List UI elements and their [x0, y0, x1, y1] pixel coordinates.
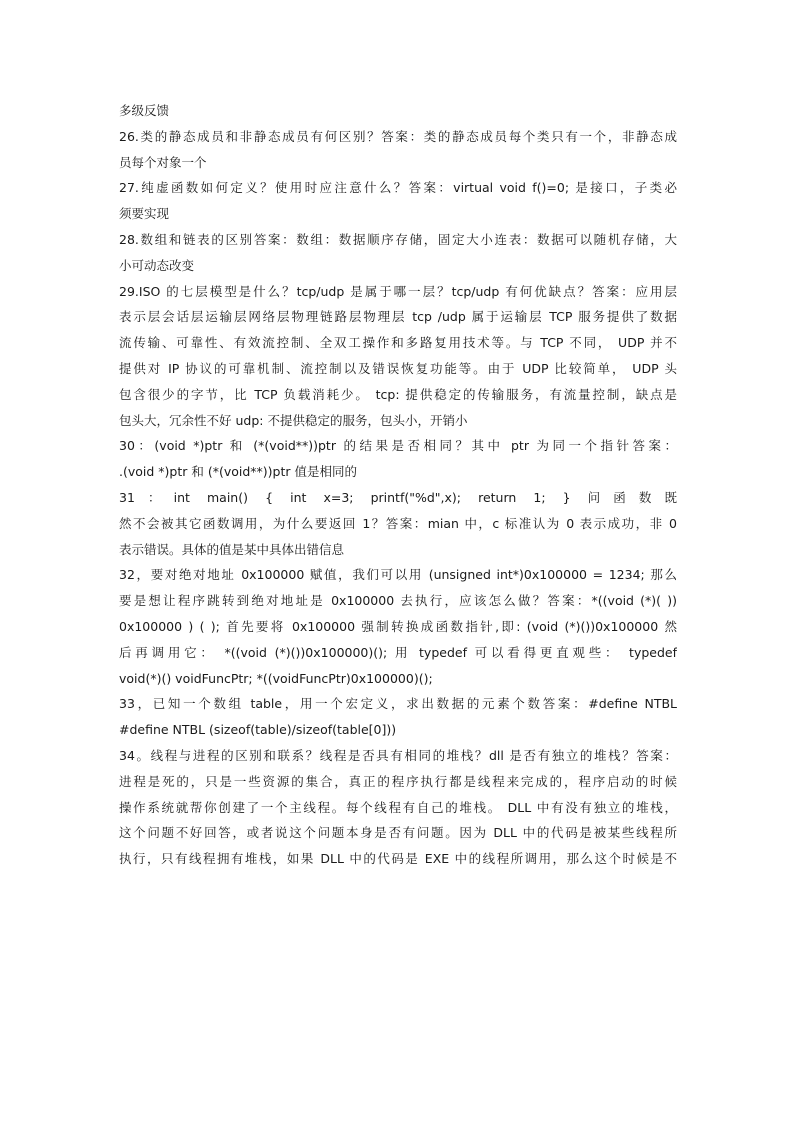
text-line: 32，要对绝对地址 0x100000 赋值，我们可以用 (unsigned int*)0x100000 = 1234; 那么: [119, 567, 677, 583]
text-line: .(void *)ptr 和 (*(void**))ptr 值是相同的: [119, 464, 357, 480]
text-line: 执行，只有线程拥有堆栈，如果 DLL 中的代码是 EXE 中的线程所调用，那么这个时候是不: [119, 851, 677, 867]
text-line: 29.ISO 的七层模型是什么？tcp/udp 是属于哪一层？tcp/udp 有何优缺点？答案：应用层: [119, 283, 677, 299]
text-line: 31：int main() { int x=3; printf("%d",x); return 1; } 问函数既: [119, 489, 677, 505]
text-line: 操作系统就帮你创建了一个主线程。每个线程有自己的堆栈。 DLL 中有没有独立的堆栈，: [119, 799, 677, 815]
text-line: 流传输、可靠性、有效流控制、全双工操作和多路复用技术等。与 TCP 不同， UDP 并不: [119, 335, 677, 351]
text-line: 要是想让程序跳转到绝对地址是 0x100000 去执行，应该怎么做？答案：*((void (*)( )): [119, 593, 677, 609]
text-line: 多级反馈: [119, 103, 170, 118]
text-line: 包头大，冗余性不好 udp: 不提供稳定的服务，包头小，开销小: [119, 412, 468, 428]
text-line: 27.纯虚函数如何定义？使用时应注意什么？答案：virtual void f()=0; 是接口，子类必: [119, 180, 677, 196]
text-line: 34。线程与进程的区别和联系？线程是否具有相同的堆栈？dll 是否有独立的堆栈？答案：: [119, 747, 677, 763]
text-line: 包含很少的字节，比 TCP 负载消耗少。 tcp: 提供稳定的传输服务，有流量控制，缺点是: [119, 386, 677, 402]
text-line: 须要实现: [119, 206, 170, 222]
text-line: 小可动态改变: [119, 257, 195, 273]
text-line: 表示错误。具体的值是某中具体出错信息: [119, 541, 345, 557]
text-line: 33，已知一个数组 table，用一个宏定义，求出数据的元素个数答案：#define NTBL: [119, 696, 677, 712]
text-line: 这个问题不好回答，或者说这个问题本身是否有问题。因为 DLL 中的代码是被某些线程所: [119, 825, 677, 841]
text-line: 0x100000 ) ( ); 首先要将 0x100000 强制转换成函数指针,即: (void (*)())0x100000 然: [119, 618, 677, 634]
document-body: [119, 98, 677, 872]
text-line: 30：(void *)ptr 和 (*(void**))ptr 的结果是否相同？其中 ptr 为同一个指针答案：: [119, 438, 677, 454]
text-line: 然不会被其它函数调用，为什么要返回 1？答案：mian 中，c 标准认为 0 表示成功，非 0: [119, 515, 677, 531]
text-line: 员每个对象一个: [119, 154, 207, 170]
text-line: 表示层会话层运输层网络层物理链路层物理层 tcp /udp 属于运输层 TCP 服务提供了数据: [119, 309, 677, 325]
text-line: void(*)() voidFuncPtr; *((voidFuncPtr)0x100000)();: [119, 670, 433, 686]
text-line: 26.类的静态成员和非静态成员有何区别？答案：类的静态成员每个类只有一个，非静态成: [119, 128, 677, 144]
text-line: #define NTBL (sizeof(table)/sizeof(table[0])): [119, 722, 397, 738]
text-line: 进程是死的，只是一些资源的集合，真正的程序执行都是线程来完成的，程序启动的时候: [119, 773, 677, 789]
text-line: 提供对 IP 协议的可靠机制、流控制以及错误恢复功能等。由于 UDP 比较简单， UDP 头: [119, 360, 677, 376]
text-line: 后再调用它： *((void (*)())0x100000)(); 用 typedef 可以看得更直观些： typedef: [119, 644, 677, 660]
text-line: 28.数组和链表的区别答案：数组：数据顺序存储，固定大小连表：数据可以随机存储，大: [119, 231, 677, 247]
